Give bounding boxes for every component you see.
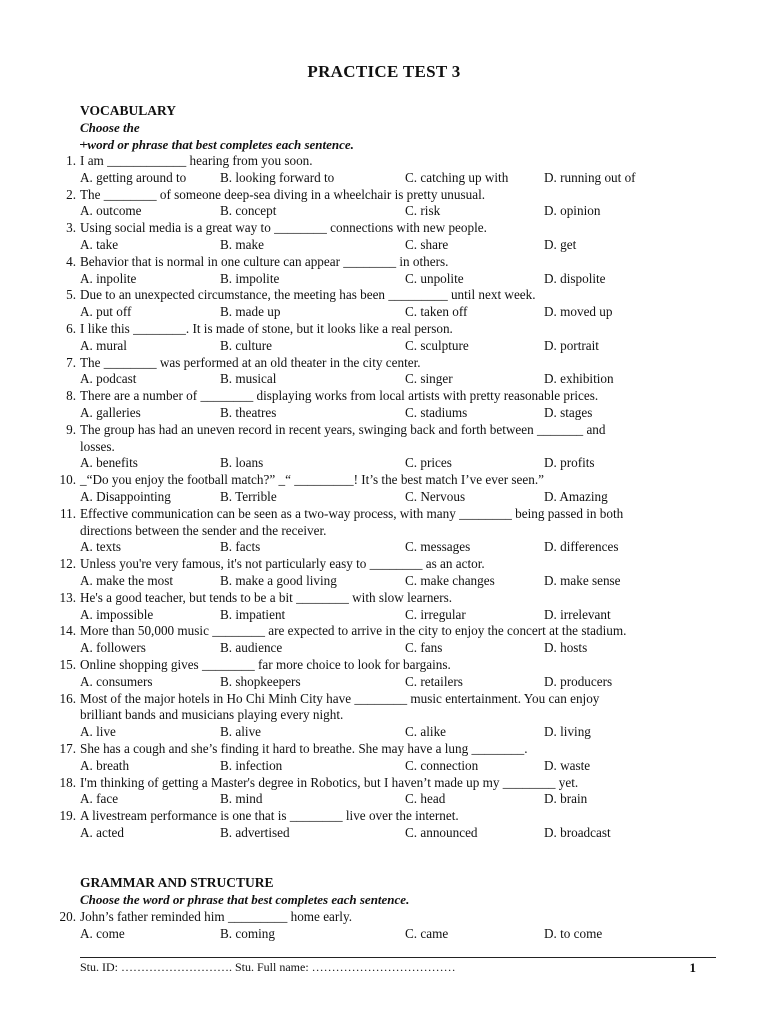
question-number: 17. (59, 741, 76, 756)
option-d: D. make sense (544, 573, 621, 588)
question-stem (66, 287, 728, 303)
answer-options (80, 405, 730, 421)
question-stem (66, 186, 728, 203)
option-d: D. to come (544, 925, 603, 941)
question-stem (59, 808, 728, 824)
answer-options (80, 724, 730, 740)
answer-options (80, 304, 730, 320)
question-text: Online shopping gives ________ far more choice to look for bargains. (80, 657, 451, 672)
option-b: B. infection (220, 757, 283, 773)
question-number: 3. (66, 220, 76, 236)
option-d: D. opinion (544, 203, 601, 219)
question-text: The ________ was performed at an old theater in the city center. (80, 354, 421, 370)
question-text: The group has had an uneven record in recent years, swinging back and forth between _______ and (80, 421, 606, 437)
option-a: A. inpolite (80, 270, 137, 286)
question-number: 6. (66, 321, 76, 336)
option-c: C. Nervous (405, 489, 466, 504)
question-stem (59, 690, 728, 707)
option-c: C. messages (405, 539, 471, 555)
question-number: 11. (60, 505, 76, 521)
option-c: C. connection (405, 757, 479, 773)
option-a: A. acted (80, 825, 124, 840)
question-stem-continuation (80, 523, 728, 539)
option-a: A. benefits (80, 455, 138, 471)
option-a: A. face (80, 791, 119, 807)
question-stem-continuation (80, 439, 728, 455)
option-b: B. musical (220, 371, 277, 387)
option-d: D. Amazing (544, 489, 608, 504)
option-d: D. brain (544, 791, 588, 807)
option-a: A. podcast (80, 371, 137, 387)
option-c: C. irregular (405, 606, 466, 622)
option-b: B. coming (220, 925, 275, 941)
option-d: D. waste (544, 757, 591, 773)
question-stem (59, 774, 728, 791)
vocabulary-instruction-line2 (80, 137, 354, 153)
option-a: A. come (80, 925, 125, 941)
grammar-heading: GRAMMAR AND STRUCTURE (80, 875, 274, 890)
question-text: Most of the major hotels in Ho Chi Minh City have ________ music entertainment. You can enjoy (80, 690, 600, 706)
question-text: The ________ of someone deep-sea diving in a wheelchair is pretty unusual. (80, 186, 486, 202)
option-c: C. unpolite (405, 270, 464, 286)
question-text: Effective communication can be seen as a two-way process, with many ________ being passed in both (80, 505, 624, 521)
option-b: B. audience (220, 640, 283, 656)
question-text: He's a good teacher, but tends to be a bit ________ with slow learners. (80, 589, 453, 605)
answer-options (80, 674, 730, 690)
option-b: B. mind (220, 791, 263, 807)
question-text: I am ____________ hearing from you soon. (80, 153, 313, 168)
question-text: Unless you're very famous, it's not particularly easy to ________ as an actor. (80, 556, 485, 572)
vocabulary-heading: VOCABULARY (80, 103, 177, 118)
answer-options (80, 607, 730, 623)
question-number: 19. (59, 808, 76, 824)
question-text: brilliant bands and musicians playing every night. (80, 707, 344, 723)
page-number: 1 (689, 960, 696, 975)
question-stem (66, 220, 728, 236)
vocabulary-instruction-line1: Choose the (80, 120, 140, 135)
option-d: D. stages (544, 405, 593, 420)
option-a: A. galleries (80, 405, 141, 420)
student-info-line: Stu. ID: ………………………. Stu. Full name: ……………………………… (80, 960, 456, 974)
question-text: More than 50,000 music ________ are expected to arrive in the city to enjoy the concert at the stadium. (80, 623, 627, 639)
option-c: C. taken off (405, 304, 468, 320)
option-d: D. living (544, 724, 591, 740)
option-d: D. irrelevant (544, 606, 611, 622)
page-title: PRACTICE TEST 3 (307, 62, 461, 81)
stray-mark: + (80, 137, 88, 152)
question-text: Behavior that is normal in one culture can appear ________ in others. (80, 253, 449, 269)
option-d: D. running out of (544, 169, 636, 185)
question-text: A livestream performance is one that is ________ live over the internet. (80, 808, 459, 824)
option-a: A. impossible (80, 606, 154, 622)
option-c: C. came (405, 925, 449, 941)
option-c: C. alike (405, 724, 447, 740)
option-a: A. breath (80, 757, 130, 773)
question-number: 13. (59, 589, 76, 605)
option-b: B. made up (220, 304, 281, 320)
question-text: _“Do you enjoy the football match?” _“ _________! It’s the best match I’ve ever seen.” (80, 472, 544, 488)
question-text: directions between the sender and the receiver. (80, 522, 327, 538)
option-a: A. mural (80, 337, 127, 353)
option-c: C. catching up with (405, 169, 509, 185)
option-b: B. shopkeepers (220, 673, 301, 689)
question-stem (66, 321, 728, 337)
option-c: C. stadiums (405, 405, 468, 420)
option-c: C. fans (405, 640, 443, 656)
option-b: B. culture (220, 337, 273, 353)
option-b: B. facts (220, 539, 261, 555)
question-number: 2. (66, 186, 76, 202)
option-c: C. risk (405, 203, 441, 219)
option-b: B. alive (220, 724, 262, 740)
answer-options (80, 640, 730, 656)
option-a: A. followers (80, 640, 146, 656)
option-b: B. impolite (220, 270, 280, 286)
question-stem (59, 556, 728, 572)
question-stem (59, 589, 728, 606)
option-d: D. moved up (544, 304, 613, 320)
question-stem (66, 253, 728, 270)
answer-options (80, 455, 730, 471)
option-c: C. sculpture (405, 337, 469, 353)
option-a: A. make the most (80, 573, 174, 588)
question-number: 18. (59, 774, 76, 790)
option-a: A. take (80, 237, 119, 252)
answer-options (80, 791, 730, 807)
question-stem-continuation (80, 707, 728, 723)
option-d: D. portrait (544, 337, 599, 353)
option-d: D. get (544, 237, 577, 252)
option-a: A. consumers (80, 673, 153, 689)
option-d: D. broadcast (544, 825, 611, 840)
option-b: B. advertised (220, 825, 290, 840)
question-stem (59, 623, 728, 639)
answer-options (80, 271, 730, 287)
question-number: 14. (59, 623, 76, 639)
question-stem (66, 388, 728, 404)
option-c: C. retailers (405, 673, 463, 689)
question-text: There are a number of ________ displaying works from local artists with pretty reasonable prices. (80, 388, 599, 404)
answer-options (80, 825, 730, 841)
option-b: B. make a good living (220, 573, 337, 588)
question-number: 10. (59, 472, 76, 488)
option-b: B. theatres (220, 405, 277, 420)
option-d: D. differences (544, 539, 619, 555)
question-number: 9. (66, 421, 76, 437)
option-a: A. put off (80, 304, 132, 320)
option-b: B. looking forward to (220, 169, 335, 185)
question-number: 16. (59, 690, 76, 706)
option-c: C. singer (405, 371, 453, 387)
answer-options (80, 203, 730, 219)
question-stem (66, 153, 728, 169)
question-stem (66, 354, 728, 371)
question-text: Using social media is a great way to ________ connections with new people. (80, 220, 487, 236)
answer-options (80, 237, 730, 253)
answer-options (80, 371, 730, 387)
instruction-text: word or phrase that best completes each sentence. (87, 137, 354, 152)
question-number: 15. (59, 657, 76, 672)
option-c: C. head (405, 791, 446, 807)
question-stem (59, 741, 728, 757)
option-b: B. loans (220, 455, 264, 471)
question-number: 12. (59, 556, 76, 572)
option-a: A. Disappointing (80, 489, 171, 504)
answer-options (80, 539, 730, 555)
answer-options (80, 926, 730, 942)
question-stem (60, 505, 728, 522)
question-number: 5. (66, 287, 76, 303)
option-a: A. live (80, 724, 116, 740)
option-d: D. profits (544, 455, 595, 471)
option-d: D. dispolite (544, 270, 606, 286)
question-number: 4. (66, 253, 76, 269)
footer (80, 960, 710, 975)
option-a: A. texts (80, 539, 122, 555)
question-text: John’s father reminded him _________ home early. (80, 909, 352, 924)
answer-options (80, 338, 730, 354)
question-text: Due to an unexpected circumstance, the meeting has been _________ until next week. (80, 287, 536, 303)
option-c: C. make changes (405, 573, 495, 588)
question-number: 8. (66, 388, 76, 404)
question-number: 7. (66, 354, 76, 370)
question-text: She has a cough and she’s finding it hard to breathe. She may have a lung ________. (80, 741, 528, 756)
question-number: 1. (66, 153, 76, 168)
question-text: I'm thinking of getting a Master's degree in Robotics, but I haven’t made up my ________ yet. (80, 774, 579, 790)
question-number: 20. (59, 909, 76, 924)
answer-options (80, 573, 730, 589)
question-text: I like this ________. It is made of stone, but it looks like a real person. (80, 321, 453, 336)
answer-options (80, 170, 730, 186)
grammar-instruction: Choose the word or phrase that best completes each sentence. (80, 892, 410, 907)
option-c: C. share (405, 237, 449, 252)
question-stem (59, 472, 728, 488)
question-text: losses. (80, 438, 115, 454)
footer-divider (80, 957, 716, 958)
option-b: B. impatient (220, 606, 286, 622)
option-c: C. prices (405, 455, 452, 471)
option-d: D. producers (544, 673, 613, 689)
option-a: A. getting around to (80, 169, 187, 185)
option-b: B. concept (220, 203, 277, 219)
option-a: A. outcome (80, 203, 142, 219)
question-stem (59, 909, 728, 925)
option-d: D. exhibition (544, 371, 614, 387)
option-b: B. Terrible (220, 489, 277, 504)
option-b: B. make (220, 237, 264, 252)
question-stem (66, 421, 728, 438)
question-stem (59, 657, 728, 673)
option-d: D. hosts (544, 640, 588, 656)
option-c: C. announced (405, 825, 478, 840)
answer-options (80, 758, 730, 774)
answer-options (80, 489, 730, 505)
